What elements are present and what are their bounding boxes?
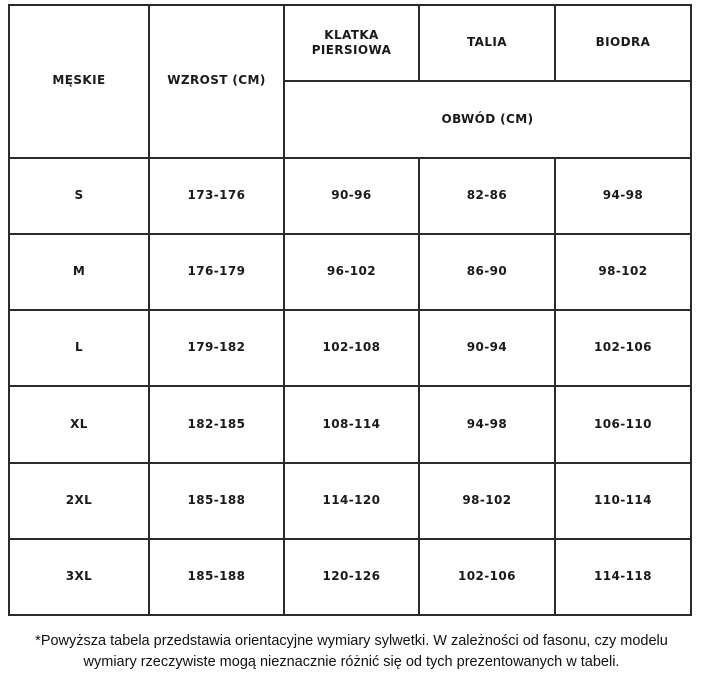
cell-chest: 102-108	[284, 310, 419, 386]
footnote-line2: wymiary rzeczywiste mogą nieznacznie różnić się od tych prezentowanych w tabeli.	[83, 654, 620, 670]
cell-hips: 98-102	[555, 234, 691, 310]
cell-waist: 82-86	[419, 158, 555, 234]
cell-waist: 90-94	[419, 310, 555, 386]
header-circumference: OBWÓD (CM)	[284, 81, 691, 157]
cell-size: 3XL	[9, 539, 149, 615]
table-row	[9, 310, 691, 386]
cell-size: XL	[9, 386, 149, 462]
cell-height: 185-188	[149, 539, 284, 615]
header-gender: MĘSKIE	[9, 5, 149, 158]
size-chart-table	[8, 4, 692, 616]
cell-hips: 114-118	[555, 539, 691, 615]
cell-waist: 102-106	[419, 539, 555, 615]
header-chest-line1: KLATKA	[324, 27, 379, 42]
cell-waist: 98-102	[419, 463, 555, 539]
cell-height: 176-179	[149, 234, 284, 310]
cell-height: 185-188	[149, 463, 284, 539]
cell-height: 173-176	[149, 158, 284, 234]
cell-height: 179-182	[149, 310, 284, 386]
cell-hips: 102-106	[555, 310, 691, 386]
table-row	[9, 463, 691, 539]
table-row	[9, 234, 691, 310]
cell-waist: 86-90	[419, 234, 555, 310]
cell-chest: 96-102	[284, 234, 419, 310]
cell-height: 182-185	[149, 386, 284, 462]
footnote-line1: *Powyższa tabela przedstawia orientacyjne wymiary sylwetki. W zależności od fasonu, czy modelu	[35, 633, 668, 649]
cell-hips: 110-114	[555, 463, 691, 539]
table-row	[9, 386, 691, 462]
cell-size: 2XL	[9, 463, 149, 539]
header-chest-line2: PIERSIOWA	[311, 43, 392, 58]
header-row-top	[9, 5, 691, 81]
cell-chest: 90-96	[284, 158, 419, 234]
cell-size: M	[9, 234, 149, 310]
header-hips: BIODRA	[555, 5, 691, 81]
cell-waist: 94-98	[419, 386, 555, 462]
cell-hips: 94-98	[555, 158, 691, 234]
table-row	[9, 158, 691, 234]
table-row	[9, 539, 691, 615]
cell-chest: 108-114	[284, 386, 419, 462]
cell-chest: 120-126	[284, 539, 419, 615]
header-chest	[284, 5, 419, 81]
footnote	[0, 631, 703, 673]
cell-chest: 114-120	[284, 463, 419, 539]
cell-hips: 106-110	[555, 386, 691, 462]
cell-size: L	[9, 310, 149, 386]
cell-size: S	[9, 158, 149, 234]
header-waist: TALIA	[419, 5, 555, 81]
header-height: WZROST (CM)	[149, 5, 284, 158]
